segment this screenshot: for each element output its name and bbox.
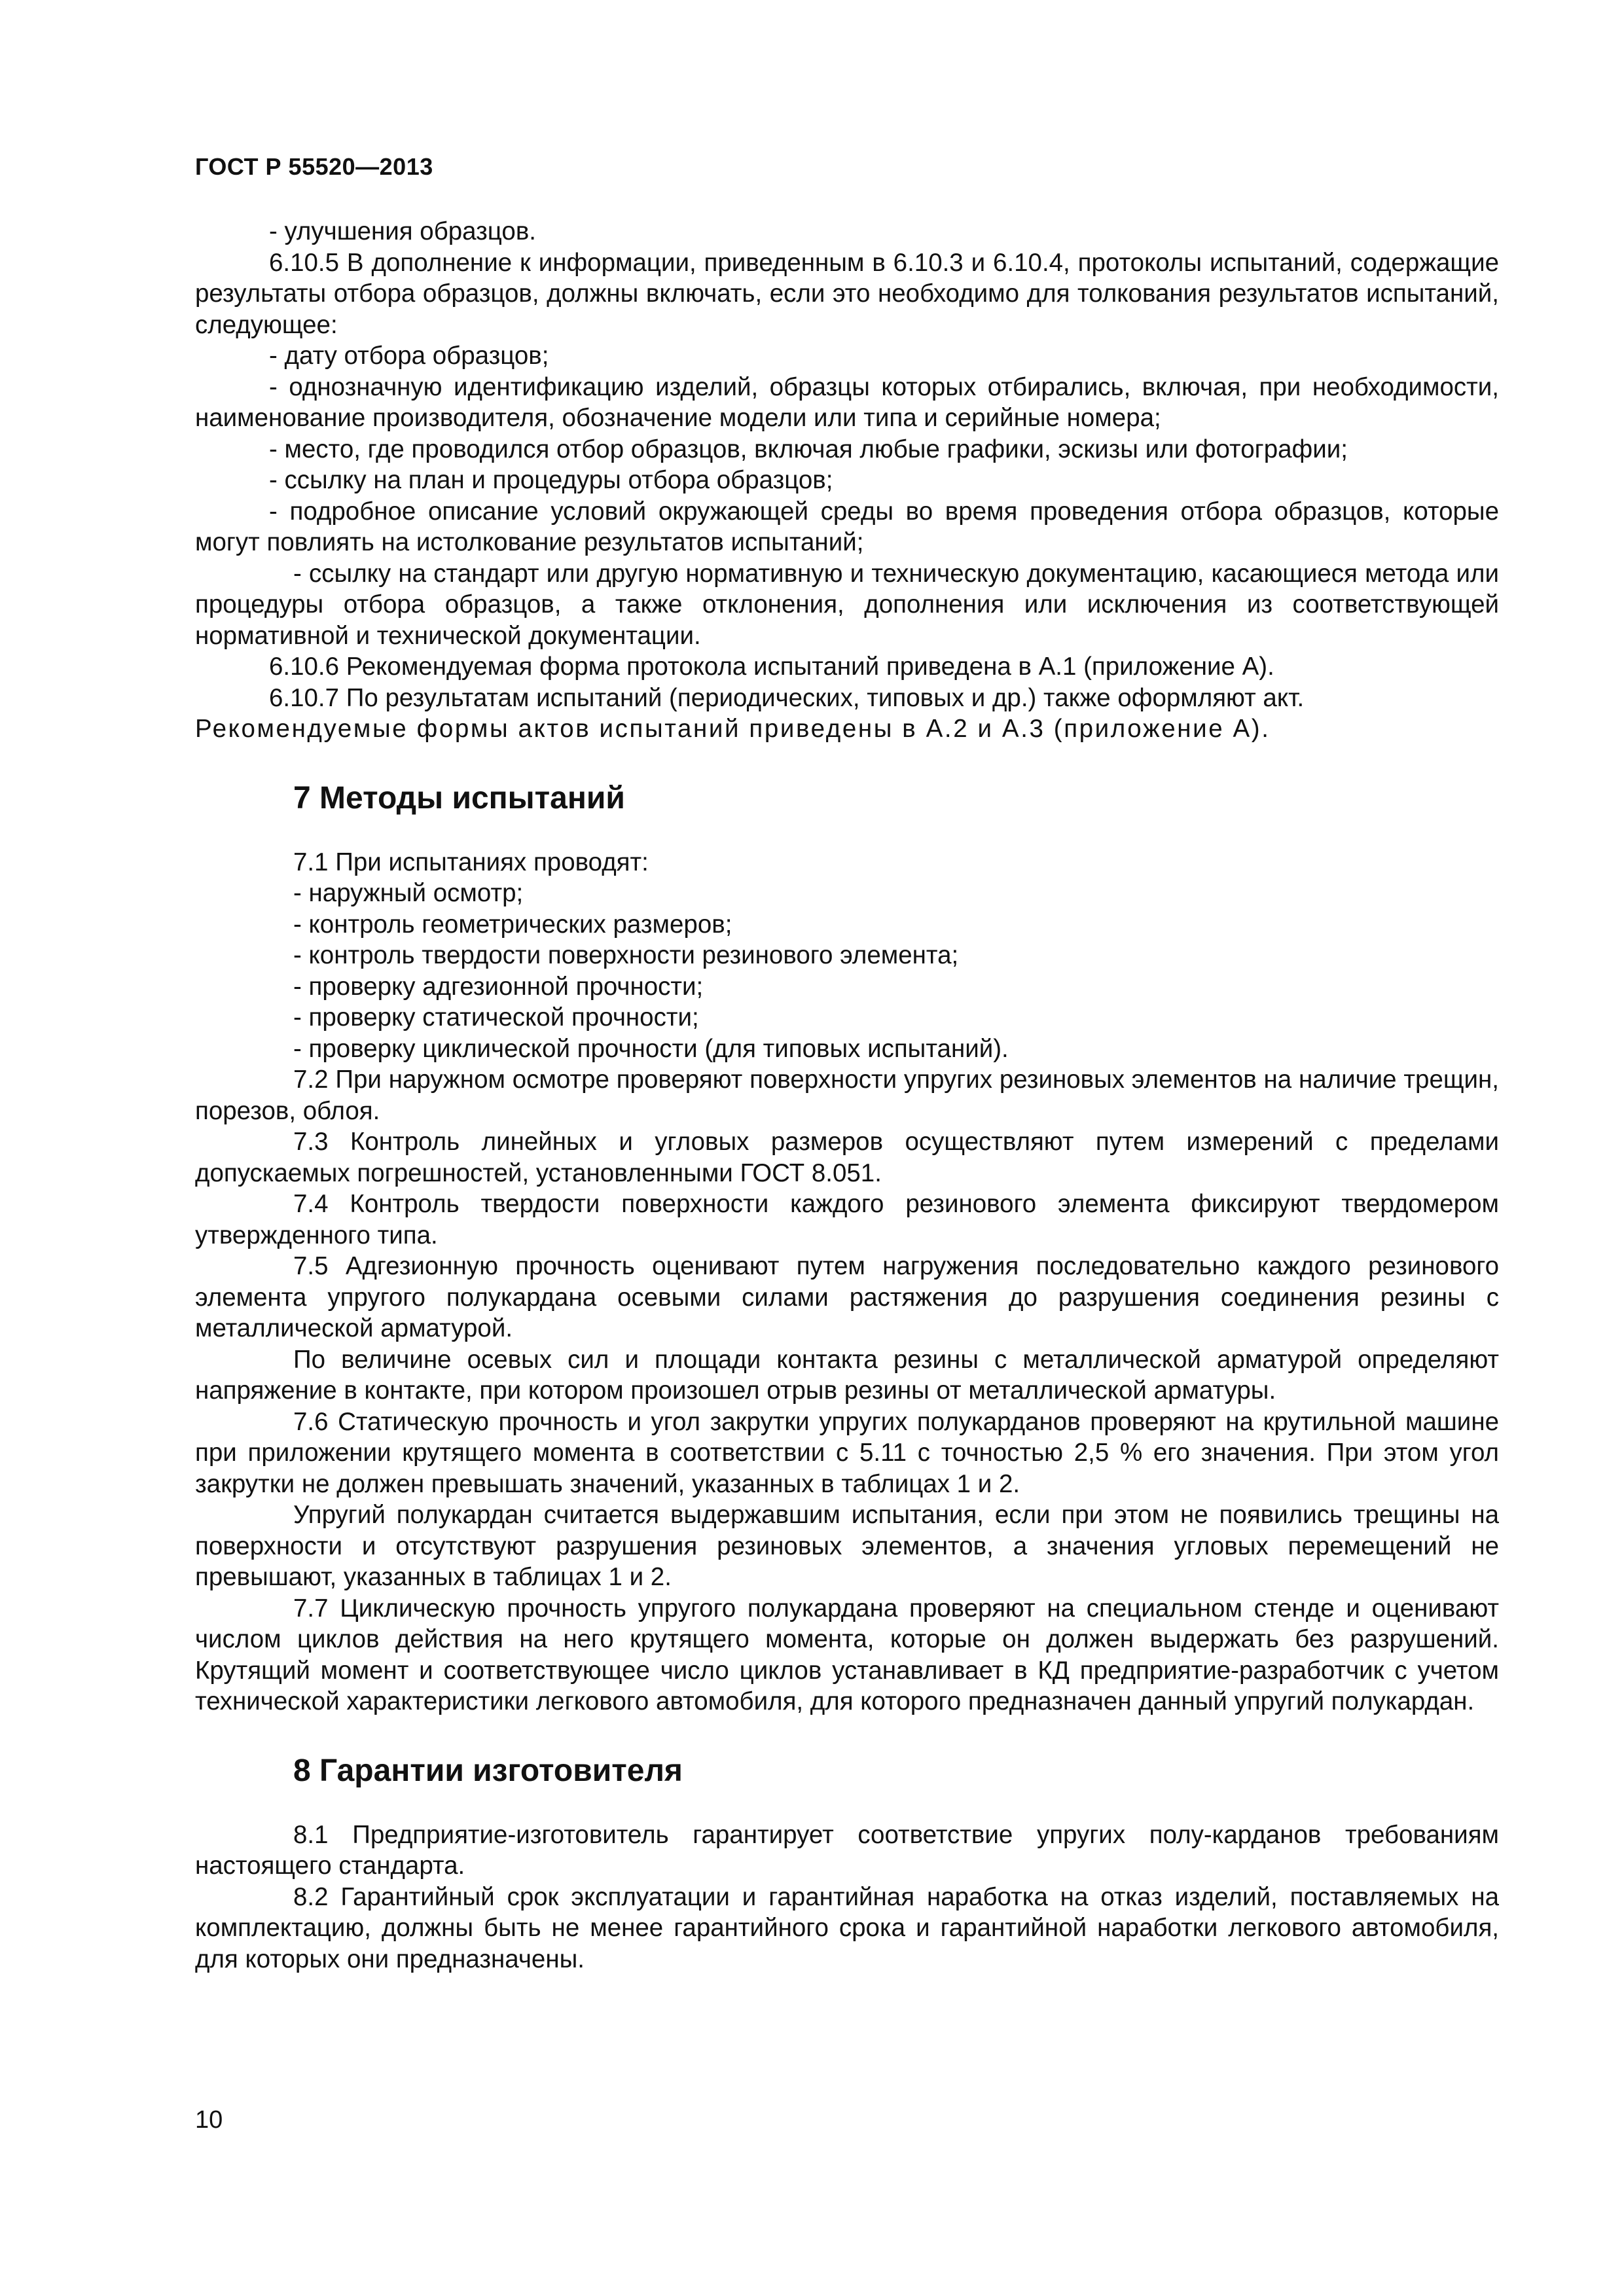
paragraph-8-2: 8.2 Гарантийный срок эксплуатации и гарантийная наработка на отказ изделий, поставляемых на комплектацию, должны быть не менее гарантийного срока и гарантийной наработки легкового автомобиля, для которых они предназначены. [195, 1882, 1499, 1973]
list-item: - проверку адгезионной прочности; [293, 972, 704, 1001]
list-item: - контроль твердости поверхности резинового элемента; [293, 941, 959, 969]
paragraph-6-10-5: 6.10.5 В дополнение к информации, приведенным в 6.10.3 и 6.10.4, протоколы испытаний, содержащие результаты отбора образцов, должны включать, если это необходимо для толкования результатов испытаний, следующее: [195, 248, 1499, 339]
list-item: - подробное описание условий окружающей среды во время проведения отбора образцов, которые могут повлиять на истолкование результатов испытаний; [195, 497, 1499, 556]
list-item: - проверку циклической прочности (для типовых испытаний). [293, 1034, 1009, 1063]
paragraph-7-6-continued: Упругий полукардан считается выдержавшим испытания, если при этом не появились трещины на поверхности и отсутствуют разрушения резиновых элементов, а значения угловых перемещений не превышают, указанных в таблицах 1 и 2. [195, 1501, 1499, 1591]
list-item: - наружный осмотр; [293, 879, 524, 907]
list-item: - ссылку на стандарт или другую нормативную и техническую документацию, касающиеся метода или процедуры отбора образцов, а также отклонения, дополнения или исключения из соответствующей нормативной и технической документации. [195, 559, 1499, 650]
list-item: - однозначную идентификацию изделий, образцы которых отбирались, включая, при необходимости, наименование производителя, обозначение модели или типа и серийные номера; [195, 372, 1499, 432]
list-item: - ссылку на план и процедуры отбора образцов; [269, 466, 833, 494]
list-item: - место, где проводился отбор образцов, включая любые графики, эскизы или фотографии; [269, 435, 1348, 463]
list-item: - улучшения образцов. [269, 217, 536, 245]
list-item: - дату отбора образцов; [269, 342, 549, 370]
list-item: - контроль геометрических размеров; [293, 910, 732, 939]
paragraph-8-1: 8.1 Предприятие-изготовитель гарантирует соответствие упругих полу-карданов требованиям настоящего стандарта. [195, 1820, 1499, 1880]
paragraph-7-5: 7.5 Адгезионную прочность оценивают путем нагружения последовательно каждого резинового элемента упругого полукардана осевыми силами растяжения до разрушения соединения резины с металлической арматурой. [195, 1252, 1499, 1342]
paragraph-7-7: 7.7 Циклическую прочность упругого полукардана проверяют на специальном стенде и оценивают числом циклов действия на него крутящего момента, которые он должен выдержать без разрушений. Крутящий момент и соответствующее число циклов устанавливает в КД предприятие-разработчик с учетом технической характеристики легкового автомобиля, для которого предназначен данный упругий полукардан. [195, 1594, 1499, 1715]
list-item: - проверку статической прочности; [293, 1003, 699, 1031]
paragraph-7-1: 7.1 При испытаниях проводят: [293, 848, 649, 876]
paragraph-7-2: 7.2 При наружном осмотре проверяют поверхности упругих резиновых элементов на наличие трещин, порезов, облоя. [195, 1066, 1499, 1125]
paragraph-7-5-continued: По величине осевых сил и площади контакта резины с металлической арматурой определяют напряжение в контакте, при котором произошел отрыв резины от металлической арматуры. [195, 1345, 1499, 1405]
section-8-title: 8 Гарантии изготовителя [293, 1753, 683, 1788]
paragraph-6-10-6: 6.10.6 Рекомендуемая форма протокола испытаний приведена в А.1 (приложение А). [269, 653, 1274, 681]
paragraph-7-6: 7.6 Статическую прочность и угол закрутки упругих полукарданов проверяют на крутильной машине при приложении крутящего момента в соответствии с 5.11 с точностью 2,5 % его значения. При этом угол закрутки не должен превышать значений, указанных в таблицах 1 и 2. [195, 1407, 1499, 1498]
section-7-title: 7 Методы испытаний [293, 780, 625, 816]
paragraph-6-10-7: 6.10.7 По результатам испытаний (периодических, типовых и др.) также оформляют акт. [269, 683, 1305, 712]
page-number: 10 [195, 2106, 223, 2134]
document-code-header: ГОСТ Р 55520—2013 [195, 153, 433, 180]
paragraph-6-10-7-continued: Рекомендуемые формы актов испытаний приведены в А.2 и А.3 (приложение А). [195, 715, 1271, 743]
paragraph-7-3: 7.3 Контроль линейных и угловых размеров осуществляют путем измерений с пределами допускаемых погрешностей, установленными ГОСТ 8.051. [195, 1128, 1499, 1187]
section-7-1-list [195, 847, 1499, 1065]
document-body [195, 216, 1499, 1975]
paragraph-7-4: 7.4 Контроль твердости поверхности каждого резинового элемента фиксируют твердомером утвержденного типа. [195, 1190, 1499, 1249]
